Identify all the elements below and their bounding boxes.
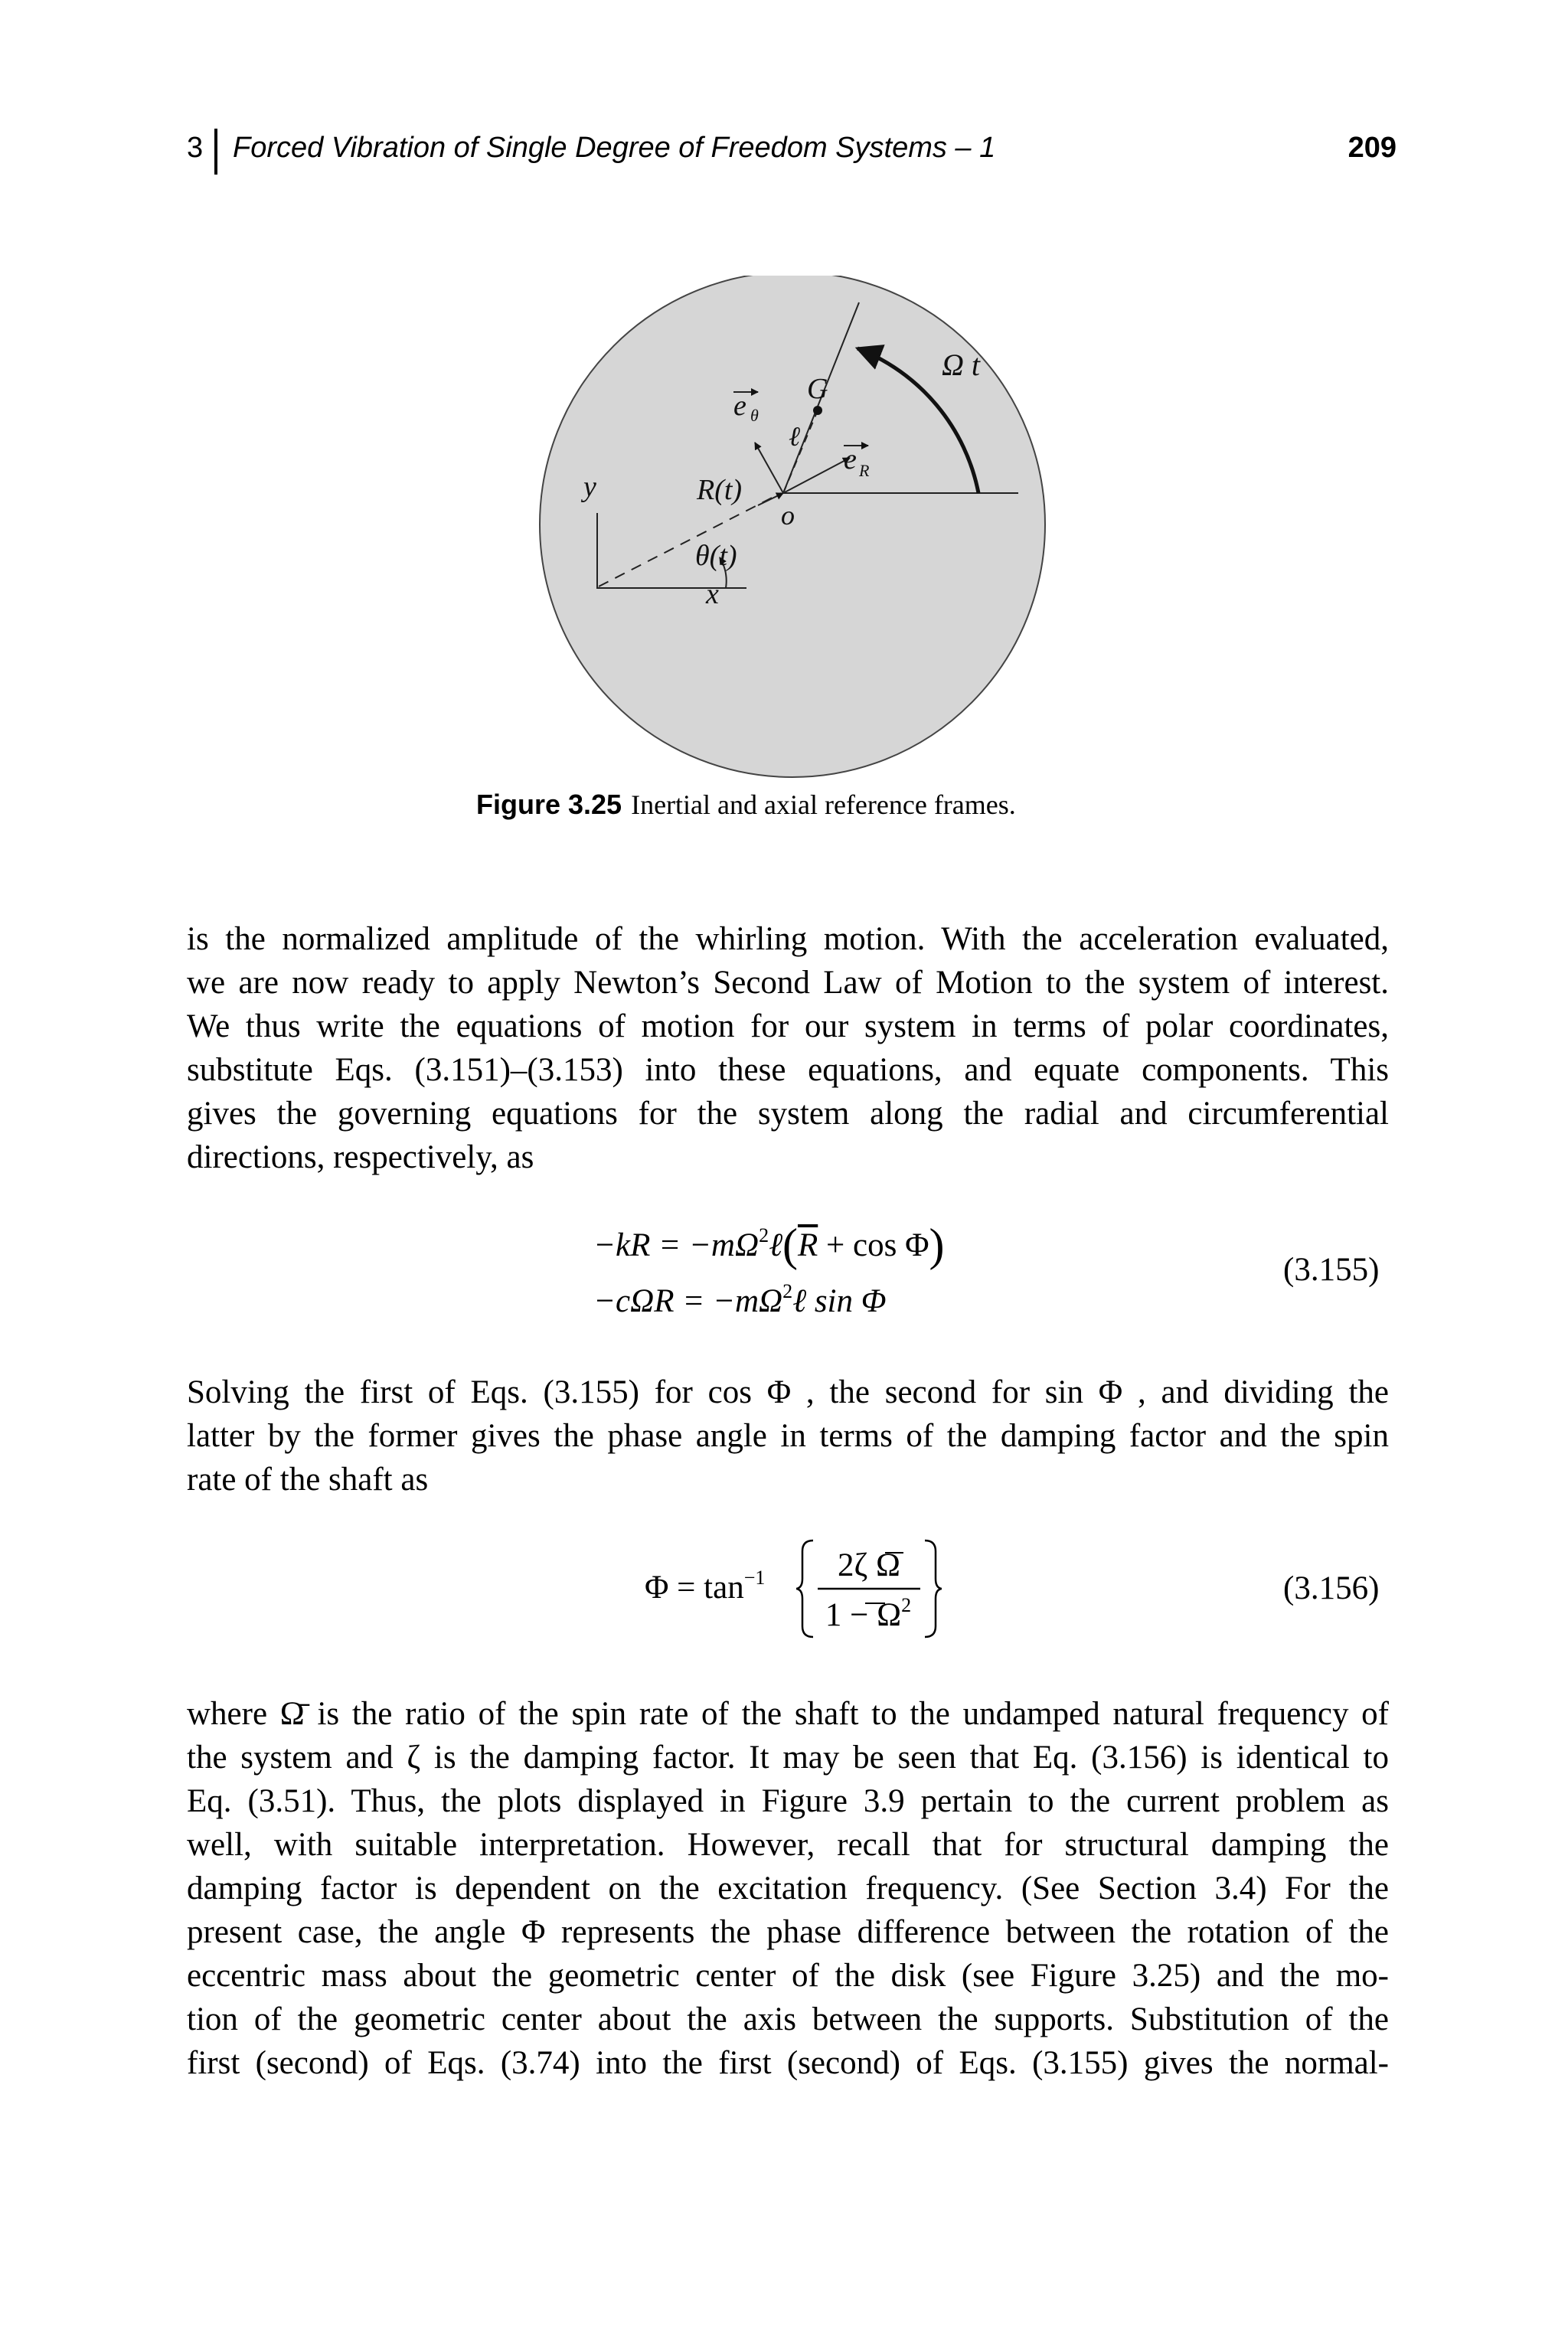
paragraph-line: rate of the shaft as (187, 1462, 429, 1498)
paragraph-line: latter by the former gives the phase angle in terms of the damping factor and the spin (187, 1418, 1389, 1454)
eq156-den: 1 − Ω (825, 1597, 902, 1633)
e-theta-label: e (733, 390, 746, 422)
e-theta-subscript: θ (750, 406, 759, 425)
eq155-line2-sup: 2 (782, 1280, 793, 1302)
paragraph-line: Eq. (3.51). Thus, the plots displayed in Figure 3.9 pertain to the current problem as (187, 1783, 1389, 1819)
eq155-line1-sup: 2 (759, 1224, 769, 1246)
eq155-line2-rhs: ℓ sin Φ (792, 1283, 887, 1319)
eq155-paren-open: ( (782, 1220, 798, 1270)
page-number: 209 (1348, 132, 1396, 164)
origin-o-label: o (781, 500, 795, 531)
eq156-denominator (815, 1594, 922, 1634)
paragraph-line: first (second) of Eqs. (3.74) into the first (second) of Eqs. (3.155) gives the normal- (187, 2045, 1389, 2081)
eq155-line1-rhs: + cos Φ (818, 1227, 929, 1263)
chapter-title: Forced Vibration of Single Degree of Freedom Systems – 1 (233, 132, 996, 164)
mass-center-point (813, 406, 822, 415)
eq156-lhs: Φ = tan (645, 1570, 744, 1606)
paragraph-line: Solving the first of Eqs. (3.155) for cos Φ , the second for sin Φ , and dividing the (187, 1374, 1389, 1410)
paragraph-line: damping factor is dependent on the excitation frequency. (See Section 3.4) For the (187, 1870, 1389, 1906)
radius-label: R(t) (697, 474, 743, 506)
paragraph-line: well, with suitable interpretation. However, recall that for structural damping the (187, 1827, 1389, 1863)
eq156-den-sup: 2 (901, 1594, 912, 1616)
eq155-line1-ell: ℓ (769, 1227, 782, 1263)
y-axis-label: y (583, 471, 596, 503)
paragraph-line: present case, the angle Φ represents the phase difference between the rotation of the (187, 1914, 1389, 1950)
theta-label: θ(t) (695, 540, 737, 572)
paragraph-line: directions, respectively, as (187, 1139, 534, 1175)
figure-caption (476, 789, 1016, 821)
equation-number-3-156: (3.156) (1283, 1570, 1380, 1606)
eq155-line2-lhs: −cΩR = −mΩ (593, 1283, 783, 1319)
figure-3-25 (528, 276, 1049, 804)
equation-3-156 (0, 1531, 1568, 1646)
eq156-sup: −1 (743, 1567, 766, 1589)
figure-caption-text: Inertial and axial reference frames. (631, 789, 1016, 820)
paragraph-line: gives the governing equations for the system along the radial and circumferential (187, 1096, 1389, 1132)
paragraph-line: is the normalized amplitude of the whirling motion. With the acceleration evaluated, (187, 921, 1389, 957)
eq156-numerator (818, 1547, 920, 1584)
equation-3-155-line-2 (593, 1280, 886, 1320)
paragraph-1 (187, 917, 1389, 1179)
paragraph-line: tion of the geometric center about the axis between the supports. Substitution of the (187, 2001, 1389, 2037)
eq155-line1-lhs: −kR = −mΩ (593, 1227, 760, 1263)
paragraph-line: the system and ζ is the damping factor. It may be seen that Eq. (3.156) is identical to (187, 1740, 1389, 1776)
equation-3-155-line-1 (593, 1219, 945, 1272)
chapter-number: 3 (187, 132, 204, 164)
x-axis-label: x (706, 578, 719, 610)
omega-t-label: Ω t (942, 348, 981, 382)
paragraph-line: we are now ready to apply Newton’s Second Law of Motion to the system of interest. (187, 965, 1389, 1001)
paragraph-line: eccentric mass about the geometric center of the disk (see Figure 3.25) and the mo- (187, 1958, 1389, 1994)
equation-number-3-155: (3.155) (1283, 1252, 1380, 1288)
paragraph-2 (187, 1371, 1389, 1501)
paragraph-line: We thus write the equations of motion for our system in terms of polar coordinates, (187, 1008, 1389, 1044)
figure-caption-label: Figure 3.25 (476, 789, 622, 820)
eq155-paren-close: ) (929, 1220, 945, 1270)
eccentricity-label: ℓ (789, 421, 800, 452)
paragraph-line: substitute Eqs. (3.151)–(3.153) into these equations, and equate components. This (187, 1052, 1389, 1088)
eq155-r-bar: $\overline{R}$ (797, 1227, 818, 1263)
e-r-subscript: R (859, 461, 870, 480)
e-r-label: e (844, 443, 857, 475)
paragraph-3 (187, 1692, 1389, 2085)
running-head (179, 129, 1396, 178)
eq156-lhs-wrap (645, 1567, 765, 1606)
mass-center-label: G (807, 373, 828, 405)
equation-3-155 (0, 1210, 1568, 1348)
paragraph-line: where Ω̄ is the ratio of the spin rate of the shaft to the undamped natural frequency of (187, 1696, 1389, 1732)
eq156-num: 2ζ Ω (837, 1547, 900, 1583)
header-divider (214, 129, 217, 175)
